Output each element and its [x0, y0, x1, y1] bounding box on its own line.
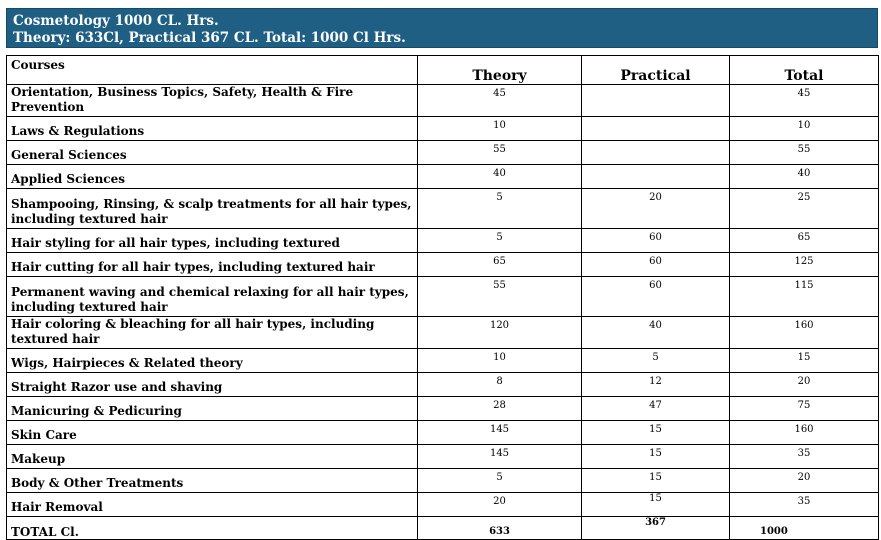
course-name: Hair cutting for all hair types, including textured hair	[7, 253, 418, 277]
title-banner	[6, 8, 878, 48]
theory-hours: 5	[418, 229, 582, 253]
practical-hours	[582, 117, 730, 141]
table-row	[7, 85, 879, 117]
title-line-1: Cosmetology 1000 CL. Hrs.	[13, 13, 219, 29]
table-row	[7, 229, 879, 253]
practical-hours: 15	[582, 421, 730, 445]
total-label: TOTAL Cl.	[7, 517, 418, 540]
column-header-total: Total	[730, 56, 879, 85]
theory-hours: 20	[418, 493, 582, 517]
theory-hours: 55	[418, 141, 582, 165]
course-name: Skin Care	[7, 421, 418, 445]
theory-hours: 45	[418, 85, 582, 117]
practical-hours: 5	[582, 349, 730, 373]
table-row	[7, 317, 879, 349]
practical-hours: 20	[582, 189, 730, 229]
theory-hours: 10	[418, 117, 582, 141]
course-name: Straight Razor use and shaving	[7, 373, 418, 397]
table-row	[7, 445, 879, 469]
table-row	[7, 277, 879, 317]
total-hours: 125	[730, 253, 879, 277]
theory-hours: 40	[418, 165, 582, 189]
theory-hours: 5	[418, 189, 582, 229]
table-row	[7, 253, 879, 277]
total-hours: 115	[730, 277, 879, 317]
column-header-practical: Practical	[582, 56, 730, 85]
practical-hours: 15	[582, 469, 730, 493]
total-hours: 10	[730, 117, 879, 141]
course-name: Laws & Regulations	[7, 117, 418, 141]
practical-hours	[582, 165, 730, 189]
table-row	[7, 165, 879, 189]
course-name: Makeup	[7, 445, 418, 469]
total-hours: 35	[730, 493, 879, 517]
theory-hours: 8	[418, 373, 582, 397]
table-row	[7, 493, 879, 517]
column-header-theory: Theory	[418, 56, 582, 85]
course-name: Permanent waving and chemical relaxing for all hair types, including textured hair	[7, 277, 418, 317]
course-name: Hair styling for all hair types, including textured	[7, 229, 418, 253]
theory-hours: 10	[418, 349, 582, 373]
total-hours: 65	[730, 229, 879, 253]
table-row	[7, 349, 879, 373]
total-practical: 367	[582, 517, 730, 540]
theory-hours: 120	[418, 317, 582, 349]
theory-hours: 145	[418, 421, 582, 445]
total-theory: 633	[418, 517, 582, 540]
theory-hours: 65	[418, 253, 582, 277]
total-hours: 55	[730, 141, 879, 165]
total-hours: 35	[730, 445, 879, 469]
total-hours: 15	[730, 349, 879, 373]
theory-hours: 55	[418, 277, 582, 317]
course-name: Wigs, Hairpieces & Related theory	[7, 349, 418, 373]
course-name: General Sciences	[7, 141, 418, 165]
total-hours: 40	[730, 165, 879, 189]
course-name: Body & Other Treatments	[7, 469, 418, 493]
table-row	[7, 397, 879, 421]
theory-hours: 145	[418, 445, 582, 469]
practical-hours: 60	[582, 253, 730, 277]
curriculum-sheet	[6, 8, 878, 540]
practical-hours: 15	[582, 493, 730, 517]
hours-table	[6, 55, 879, 540]
course-name: Applied Sciences	[7, 165, 418, 189]
table-row	[7, 421, 879, 445]
course-name: Hair Removal	[7, 493, 418, 517]
table-row	[7, 189, 879, 229]
total-hours: 20	[730, 469, 879, 493]
practical-hours: 60	[582, 277, 730, 317]
practical-hours: 40	[582, 317, 730, 349]
table-row	[7, 141, 879, 165]
title-line-2: Theory: 633Cl, Practical 367 CL. Total: 1000 Cl Hrs.	[13, 30, 406, 46]
table-row	[7, 117, 879, 141]
practical-hours: 12	[582, 373, 730, 397]
practical-hours: 15	[582, 445, 730, 469]
practical-hours: 47	[582, 397, 730, 421]
course-name: Orientation, Business Topics, Safety, Health & Fire Prevention	[7, 85, 418, 117]
course-name: Shampooing, Rinsing, & scalp treatments for all hair types, including textured hair	[7, 189, 418, 229]
table-row	[7, 469, 879, 493]
total-hours: 160	[730, 421, 879, 445]
column-header-courses: Courses	[7, 56, 418, 85]
total-hours: 160	[730, 317, 879, 349]
practical-hours	[582, 85, 730, 117]
total-hours: 25	[730, 189, 879, 229]
practical-hours: 60	[582, 229, 730, 253]
course-name: Hair coloring & bleaching for all hair types, including textured hair	[7, 317, 418, 349]
total-hours: 45	[730, 85, 879, 117]
practical-hours	[582, 141, 730, 165]
total-row	[7, 517, 879, 540]
table-row	[7, 373, 879, 397]
table-header-row	[7, 56, 879, 85]
total-hours: 20	[730, 373, 879, 397]
total-hours: 75	[730, 397, 879, 421]
theory-hours: 28	[418, 397, 582, 421]
total-total: 1000	[730, 517, 879, 540]
theory-hours: 5	[418, 469, 582, 493]
course-name: Manicuring & Pedicuring	[7, 397, 418, 421]
